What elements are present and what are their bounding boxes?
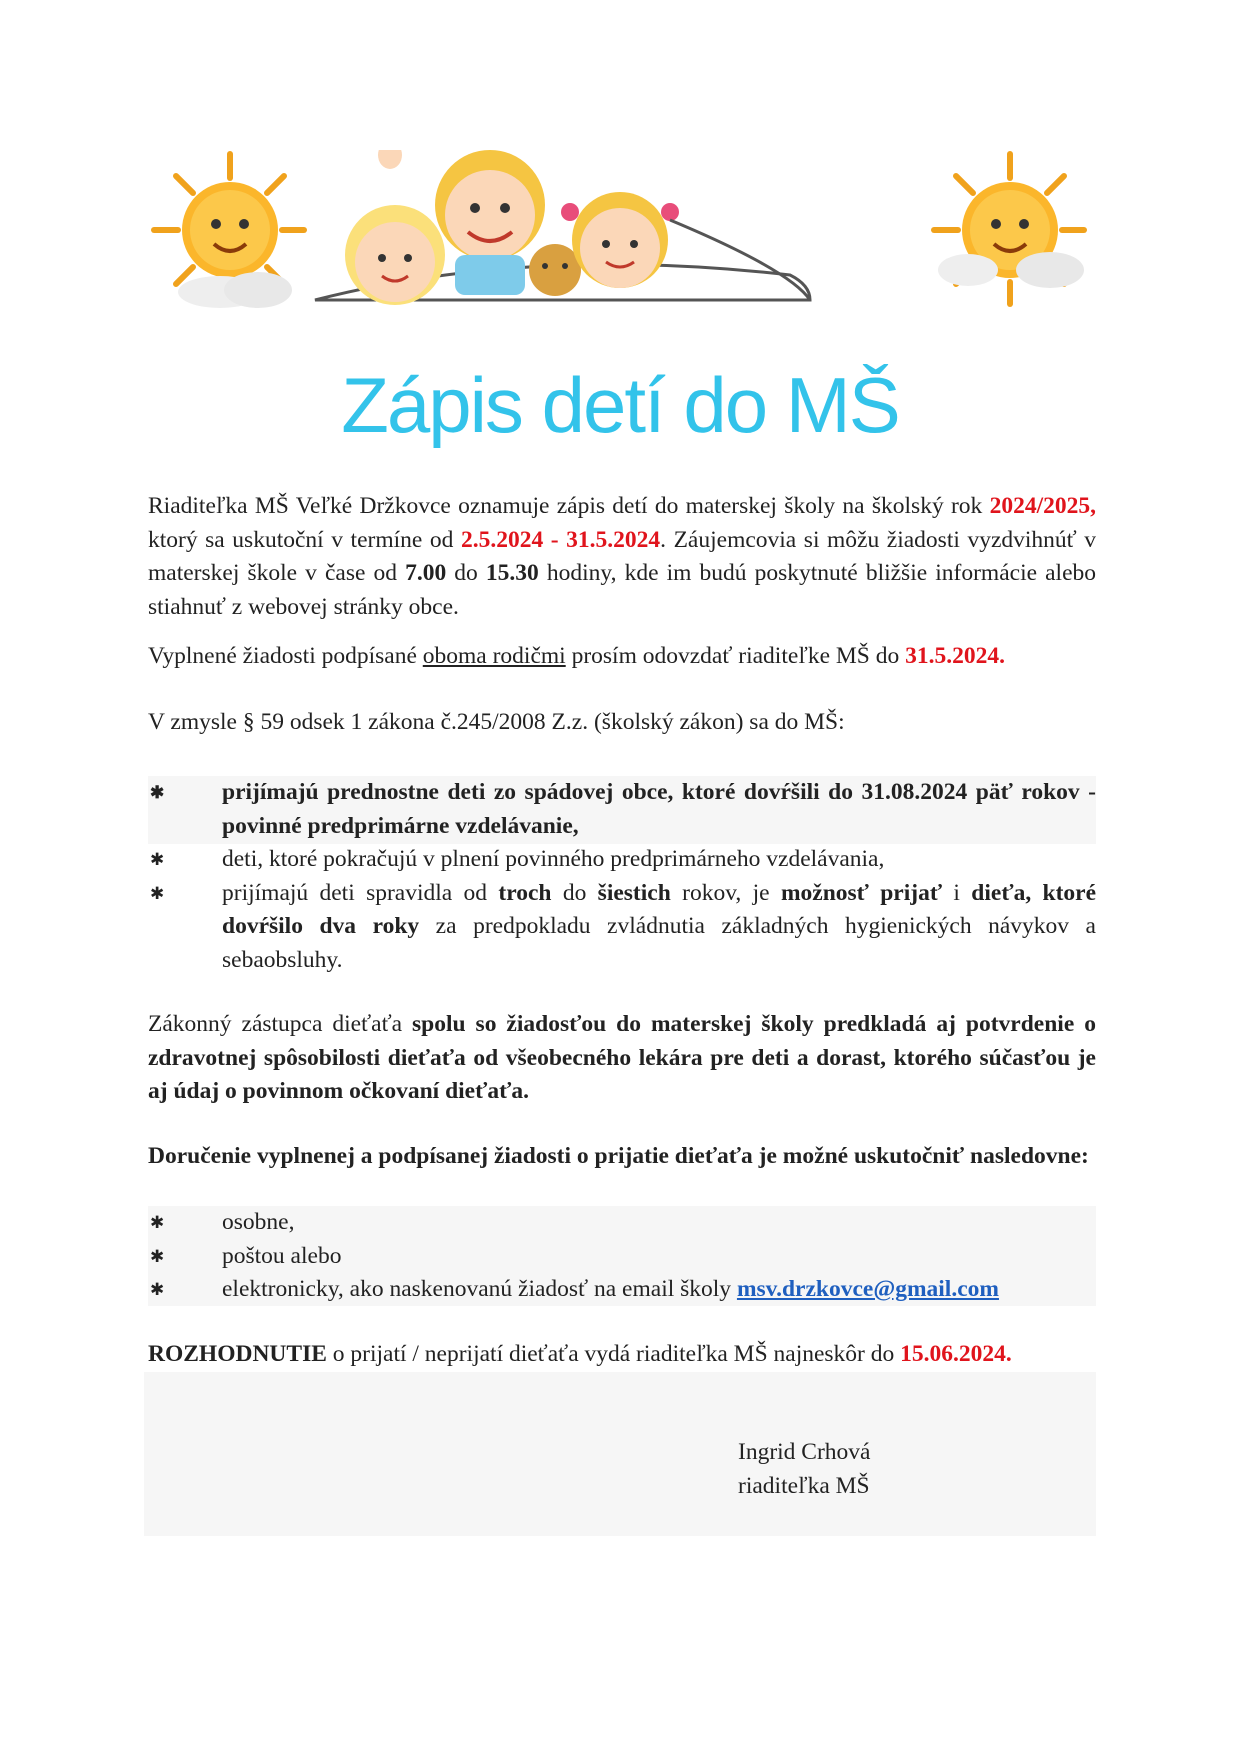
admission-list <box>148 776 1096 977</box>
list-item: ✱ prijímajú prednostne deti zo spádovej obce, ktoré dovŕšili do 31.08.2024 päť rokov - povinné predprimárne vzdelávanie, <box>148 776 1096 843</box>
bullet-icon: ✱ <box>150 1213 165 1232</box>
page-title: Zápis detí do MŠ <box>341 361 899 449</box>
bullet-icon: ✱ <box>150 783 165 802</box>
list-item: ✱ prijímajú deti spravidla od troch do šiestich rokov, je možnosť prijať i dieťa, ktoré dovŕšilo dva roky za predpokladu zvládnutia základných hygienických návykov a sebaobsluhy. <box>148 877 1096 978</box>
school-email-link[interactable]: msv.drzkovce@gmail.com <box>736 1276 999 1302</box>
list-item: ✱ poštou alebo <box>148 1240 1096 1274</box>
list-item: ✱ elektronicky, ako naskenovanú žiadosť na email školy msv.drzkovce@gmail.com <box>148 1273 1096 1307</box>
decision-paragraph: ROZHODNUTIE o prijatí / neprijatí dieťaťa vydá riaditeľka MŠ najneskôr do 15.06.2024. <box>148 1341 1012 1367</box>
signature-role: riaditeľka MŠ <box>738 1472 870 1499</box>
signature-name: Ingrid Crhová <box>738 1439 871 1465</box>
header-illustration <box>150 150 1100 340</box>
guardian-paragraph: Zákonný zástupca dieťaťa spolu so žiadosťou do materskej školy predkladá aj potvrdenie o zdravotnej spôsobilosti dieťaťa od všeobecného lekára pre deti a dorast, ktorého súčasťou je aj údaj o povinnom očkovaní dieťaťa. <box>148 1011 1096 1104</box>
list-item: ✱ osobne, <box>148 1206 1096 1240</box>
delivery-heading: Doručenie vyplnenej a podpísanej žiadosti o prijatie dieťaťa je možné uskutočniť nasledovne: <box>148 1143 1089 1169</box>
sun-left-icon <box>154 154 304 308</box>
sun-right-icon <box>934 154 1084 304</box>
submission-paragraph: Vyplnené žiadosti podpísané oboma rodičmi prosím odovzdať riaditeľke MŠ do 31.5.2024. <box>148 643 1005 669</box>
intro-paragraph: Riaditeľka MŠ Veľké Držkovce oznamuje zápis detí do materskej školy na školský rok 2024/2025, ktorý sa uskutoční v termíne od 2.5.2024 - 31.5.2024. Záujemcovia si môžu žiadosti vyzdvihnúť v materskej škole v čase od 7.00 do 15.30 hodiny, kde im budú poskytnuté bližšie informácie alebo stiahnuť z webovej stránky obce. <box>148 493 1097 620</box>
bullet-icon: ✱ <box>150 1280 165 1299</box>
signature-block <box>738 1436 871 1503</box>
law-paragraph: V zmysle § 59 odsek 1 zákona č.245/2008 Z.z. (školský zákon) sa do MŠ: <box>148 709 845 735</box>
delivery-list <box>148 1206 1096 1307</box>
school-year: 2024/2025, <box>989 493 1096 519</box>
bullet-icon: ✱ <box>150 883 165 903</box>
children-icon <box>315 150 810 305</box>
shaded-block <box>144 1372 1096 1536</box>
submission-deadline: 31.5.2024. <box>905 643 1005 669</box>
list-item: ✱ deti, ktoré pokračujú v plnení povinného predprimárneho vzdelávania, <box>148 843 1096 877</box>
bullet-icon: ✱ <box>150 850 165 869</box>
decision-date: 15.06.2024. <box>900 1341 1012 1367</box>
bullet-icon: ✱ <box>150 1246 165 1266</box>
enrollment-period: 2.5.2024 - 31.5.2024 <box>460 526 661 553</box>
